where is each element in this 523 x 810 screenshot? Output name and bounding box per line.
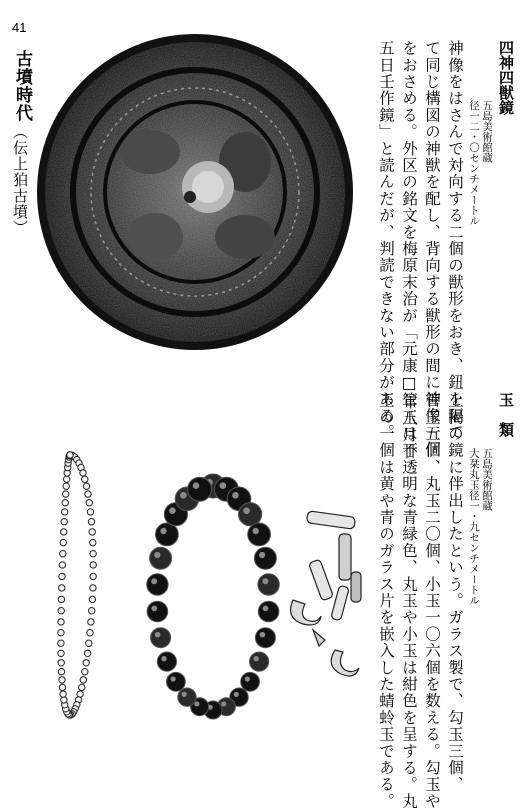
white-bead (61, 519, 67, 525)
white-bead (59, 684, 65, 690)
dark-bead (258, 574, 279, 595)
jewels-body-line-3: 管玉は不透明な青緑色、丸玉や小玉は紺色を呈する。丸 (400, 392, 418, 810)
bead-highlight (171, 676, 176, 681)
dark-bead (178, 688, 196, 706)
white-bead (88, 519, 94, 525)
dark-bead (239, 503, 262, 526)
white-bead (89, 529, 95, 535)
white-bead (86, 640, 92, 646)
bead-highlight (180, 492, 187, 499)
white-bead (60, 539, 66, 545)
white-bead (90, 562, 96, 568)
jewels-body-line-1: 上掲の鏡に伴出したという。ガラス製で、勾玉三個、 (446, 392, 464, 793)
bead-highlight (160, 528, 166, 534)
dark-bead (250, 652, 269, 671)
bead-highlight (221, 702, 226, 707)
jewels-heading: 玉 類 (497, 392, 515, 437)
white-bead (59, 573, 65, 579)
mirror-heading: 四神四獣鏡 (497, 40, 515, 115)
white-bead (63, 483, 69, 489)
white-bead (58, 630, 64, 636)
bead-highlight (260, 632, 266, 638)
white-bead (67, 452, 73, 458)
bead-highlight (254, 656, 259, 661)
white-bead (83, 483, 89, 489)
dark-bead (147, 574, 168, 595)
section-title: 古墳時代 (12, 50, 32, 122)
white-bead (85, 491, 91, 497)
bead-highlight (154, 552, 160, 558)
bead-highlight (243, 507, 250, 514)
dark-bead (248, 523, 271, 546)
mirror-meta-2: 径一二・〇センチメートル (468, 100, 480, 226)
bead-highlight (193, 482, 200, 489)
dark-bead (254, 547, 276, 569)
white-bead (84, 650, 90, 656)
bead-highlight (155, 632, 161, 638)
bead-highlight (220, 482, 227, 489)
bead-highlight (161, 656, 166, 661)
white-bead (58, 640, 64, 646)
dark-bead-necklace-photo (138, 470, 288, 725)
bead-highlight (234, 692, 239, 697)
section-subtitle: （伝上狛古墳） (11, 124, 29, 236)
mirror-photo (30, 32, 360, 352)
dark-bead (241, 672, 260, 691)
magatama-tube-beads-photo (285, 500, 385, 700)
white-bead (64, 476, 70, 482)
white-bead (61, 529, 67, 535)
jewels-body-line-2: 管玉五個、丸玉二〇個、小玉一〇六個を数える。勾玉や (423, 392, 441, 810)
jewels-meta-2: 大栞丸玉径一・九センチメートル (468, 448, 480, 606)
white-bead (86, 500, 92, 506)
white-bead-necklace-photo (30, 440, 110, 730)
bead-highlight (232, 492, 239, 499)
white-bead (62, 500, 68, 506)
white-bead (59, 585, 65, 591)
bead-highlight (169, 507, 176, 514)
bead-highlight (151, 578, 157, 584)
jewels-meta-1: 五島美術館蔵 (481, 448, 493, 511)
white-bead (83, 660, 89, 666)
white-bead (82, 669, 88, 675)
dark-bead (156, 523, 179, 546)
white-bead (90, 539, 96, 545)
white-bead (80, 677, 86, 683)
white-bead (58, 596, 64, 602)
bead-highlight (262, 578, 268, 584)
dark-bead (258, 601, 279, 622)
white-bead (58, 669, 64, 675)
dark-bead (150, 547, 172, 569)
white-bead (60, 551, 66, 557)
mirror-body-line-2: て同じ構図の神獣を配し、背向する獣形の間に神像一個 (423, 40, 441, 458)
white-bead (87, 630, 93, 636)
mirror-body-line-4: 五日壬作鏡」と読んだが、判読できない部分がある。 (377, 40, 395, 441)
dark-bead (147, 601, 168, 622)
white-bead (58, 660, 64, 666)
white-bead (58, 650, 64, 656)
white-bead (62, 509, 68, 515)
page-number: 41 (12, 20, 27, 35)
dark-bead (188, 477, 212, 501)
jewels-body-line-4: 玉の一個は黄や青のガラス片を嵌入した蜻蛉玉である。 (377, 392, 395, 810)
dark-bead (151, 628, 171, 648)
bead-highlight (182, 692, 187, 697)
white-bead (88, 619, 94, 625)
white-bead (58, 608, 64, 614)
white-bead (80, 470, 86, 476)
white-bead (89, 608, 95, 614)
white-bead (79, 684, 85, 690)
bead-highlight (245, 676, 250, 681)
white-bead (87, 509, 93, 515)
bead-highlight (259, 552, 265, 558)
bead-highlight (151, 606, 157, 612)
white-bead (58, 619, 64, 625)
white-bead (89, 596, 95, 602)
white-bead (90, 551, 96, 557)
white-bead (60, 691, 66, 697)
dark-bead (255, 628, 275, 648)
mirror-meta-1: 五島美術館蔵 (481, 100, 493, 163)
dark-bead (167, 672, 186, 691)
bead-highlight (263, 606, 269, 612)
bead-highlight (253, 528, 259, 534)
white-bead (90, 585, 96, 591)
dark-bead (157, 652, 176, 671)
mirror-body-line-3: をおさめる。外区の銘文を梅原末治が「元康□年八月廿 (400, 40, 418, 460)
mirror-body-line-1: 神像をはさんで対向する二個の獣形をおき、鈕を隔て (446, 40, 464, 441)
white-bead (82, 476, 88, 482)
white-bead (59, 677, 65, 683)
white-bead (63, 491, 69, 497)
white-bead (59, 562, 65, 568)
white-bead (90, 573, 96, 579)
